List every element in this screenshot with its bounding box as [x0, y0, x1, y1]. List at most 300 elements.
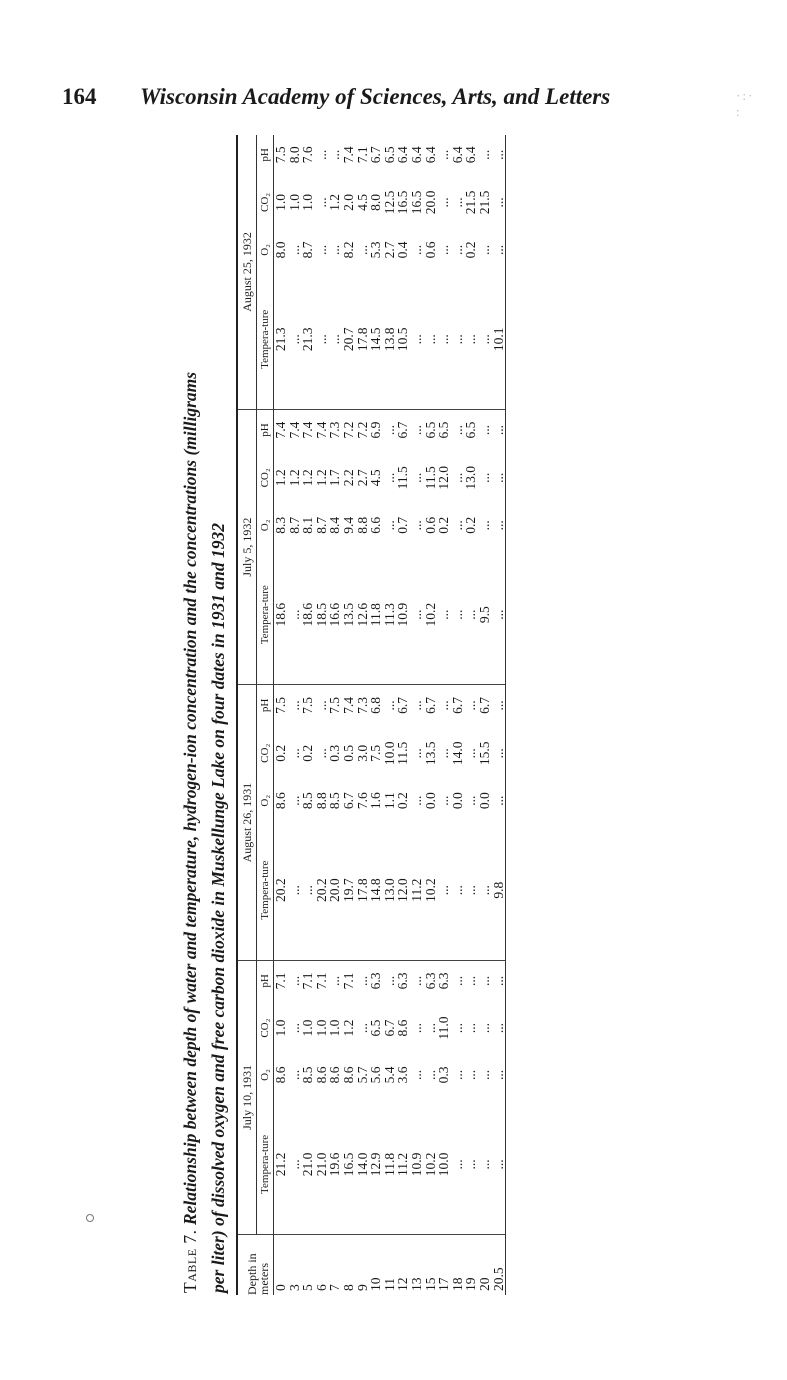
- value-cell: 8.6: [340, 1066, 356, 1084]
- value-cell: 8.4: [327, 516, 343, 534]
- value-cell: 6.7: [368, 146, 384, 164]
- value-cell: 0.4: [395, 241, 411, 259]
- value-cell: 0.2: [395, 792, 411, 810]
- value-cell: 7.4: [340, 697, 356, 714]
- oxygen-header: O₂: [257, 230, 274, 270]
- value-cell: 0.0: [476, 792, 492, 810]
- value-cell: 6.5: [463, 421, 479, 439]
- value-cell: 10.2: [424, 1095, 438, 1235]
- value-cell: 8.7: [313, 516, 329, 534]
- value-cell: 7.2: [354, 421, 370, 439]
- depth-cell: 17: [436, 1277, 452, 1291]
- value-cell: 10.9: [396, 545, 410, 685]
- ph-header: pH: [257, 960, 274, 1001]
- co2-header: CO₂: [257, 726, 274, 781]
- value-cell: ...: [449, 472, 465, 483]
- table-label: Table 7.: [180, 1229, 200, 1293]
- value-cell: 11.2: [410, 821, 424, 961]
- value-cell: 8.6: [395, 1019, 411, 1037]
- value-cell: 6.3: [436, 972, 452, 990]
- value-cell: ...: [492, 781, 506, 821]
- value-cell: ...: [286, 975, 302, 986]
- value-cell: 21.5: [463, 190, 479, 215]
- value-cell: 5.3: [368, 241, 384, 259]
- temperature-header: Tempera-ture: [257, 270, 274, 410]
- value-cell: 8.3: [273, 516, 288, 534]
- value-cell: 6.9: [368, 421, 384, 439]
- value-cell: ...: [492, 506, 506, 546]
- value-cell: 13.5: [422, 741, 438, 766]
- value-cell: ...: [449, 197, 465, 208]
- value-cell: 1.2: [313, 469, 329, 487]
- value-cell: ...: [381, 472, 397, 483]
- depth-cell: 20: [476, 1277, 492, 1291]
- table-row: [315, 135, 329, 1295]
- table-row: [328, 135, 342, 1295]
- depth-cell: 8: [340, 1284, 356, 1291]
- value-cell: ...: [436, 700, 452, 711]
- value-cell: 16.6: [328, 545, 342, 685]
- value-cell: ...: [492, 1095, 506, 1235]
- value-cell: ...: [464, 1095, 478, 1235]
- value-cell: 11.5: [422, 466, 438, 490]
- value-cell: 12.0: [436, 466, 452, 490]
- value-cell: 16.5: [342, 1095, 356, 1235]
- value-cell: 8.6: [273, 792, 288, 810]
- value-cell: 6.4: [408, 146, 424, 164]
- value-cell: 1.0: [273, 1019, 288, 1037]
- value-cell: ...: [436, 197, 452, 208]
- value-cell: 1.0: [327, 1019, 343, 1037]
- temperature-header: Tempera-ture: [257, 545, 274, 685]
- value-cell: 2.7: [381, 241, 397, 259]
- table-row: [451, 135, 465, 1295]
- value-cell: 10.5: [396, 270, 410, 410]
- stray-ink-mark: [86, 1214, 94, 1222]
- value-cell: 7.1: [273, 972, 288, 990]
- value-cell: ...: [288, 1095, 302, 1235]
- value-cell: ...: [449, 975, 465, 986]
- value-cell: ...: [464, 270, 478, 410]
- value-cell: ...: [492, 545, 506, 685]
- value-cell: 21.3: [274, 270, 288, 410]
- value-cell: ...: [288, 821, 302, 961]
- value-cell: 0.2: [300, 744, 316, 762]
- value-cell: 7.5: [368, 744, 384, 762]
- value-cell: 6.5: [368, 1019, 384, 1037]
- depth-cell: 18: [449, 1277, 465, 1291]
- co2-header: CO₂: [257, 450, 274, 505]
- value-cell: 19.7: [342, 821, 356, 961]
- table-row: [464, 135, 478, 1295]
- value-cell: ...: [313, 149, 329, 160]
- value-cell: 3.0: [354, 744, 370, 762]
- value-cell: 10.1: [492, 270, 506, 410]
- value-cell: ...: [451, 821, 465, 961]
- value-cell: 1.0: [300, 1019, 316, 1037]
- value-cell: 14.0: [449, 741, 465, 766]
- value-cell: ...: [327, 244, 343, 255]
- depth-cell: 11: [381, 1278, 397, 1291]
- depth-cell: 12: [395, 1277, 411, 1291]
- value-cell: 0.2: [436, 516, 452, 534]
- value-cell: ...: [422, 1069, 438, 1081]
- value-cell: 6.6: [368, 516, 384, 534]
- value-cell: 11.8: [383, 1095, 397, 1235]
- value-cell: ...: [286, 700, 302, 711]
- value-cell: ...: [492, 135, 506, 175]
- value-cell: 4.5: [354, 193, 370, 211]
- value-cell: 7.4: [286, 421, 302, 439]
- value-cell: 7.2: [340, 421, 356, 439]
- value-cell: ...: [478, 1095, 492, 1235]
- value-cell: 13.0: [463, 466, 479, 490]
- value-cell: 11.8: [369, 545, 383, 685]
- value-cell: ...: [437, 270, 451, 410]
- value-cell: ...: [492, 1055, 506, 1095]
- value-cell: ...: [436, 748, 452, 759]
- value-cell: ...: [464, 821, 478, 961]
- value-cell: ...: [286, 795, 302, 806]
- value-cell: 13.0: [383, 821, 397, 961]
- value-cell: 20.0: [422, 190, 438, 215]
- date-header: July 10, 1931: [237, 960, 257, 1234]
- value-cell: ...: [288, 270, 302, 410]
- value-cell: 20.2: [274, 821, 288, 961]
- value-cell: 17.8: [356, 270, 370, 410]
- value-cell: ...: [313, 700, 329, 711]
- value-cell: 12.9: [369, 1095, 383, 1235]
- value-cell: ...: [410, 545, 424, 685]
- value-cell: 13.5: [342, 545, 356, 685]
- value-cell: 7.1: [354, 146, 370, 164]
- value-cell: 18.5: [315, 545, 329, 685]
- value-cell: ...: [327, 975, 343, 986]
- depth-cell: 19: [463, 1277, 479, 1291]
- value-cell: 7.5: [300, 697, 316, 714]
- table-row: [383, 135, 397, 1295]
- value-cell: 7.3: [354, 697, 370, 714]
- value-cell: 0.6: [422, 241, 438, 259]
- value-cell: 8.8: [354, 516, 370, 534]
- value-cell: 0.3: [327, 744, 343, 762]
- co2-header: CO₂: [257, 175, 274, 230]
- page-number: 164: [62, 84, 97, 109]
- value-cell: ...: [492, 726, 506, 781]
- value-cell: ...: [408, 424, 424, 436]
- value-cell: 10.9: [410, 1095, 424, 1235]
- value-cell: 21.3: [301, 270, 315, 410]
- value-cell: ...: [492, 960, 506, 1001]
- value-cell: ...: [436, 795, 452, 806]
- value-cell: 6.5: [422, 421, 438, 439]
- ph-header: pH: [257, 685, 274, 726]
- value-cell: ...: [476, 149, 492, 160]
- value-cell: ...: [463, 700, 479, 711]
- oxygen-header: O₂: [257, 1055, 274, 1095]
- value-cell: 0.2: [463, 241, 479, 259]
- value-cell: 1.2: [340, 1019, 356, 1037]
- value-cell: ...: [464, 545, 478, 685]
- value-cell: ...: [449, 520, 465, 531]
- value-cell: ...: [408, 700, 424, 711]
- value-cell: 21.0: [301, 1095, 315, 1235]
- running-title: Wisconsin Academy of Sciences, Arts, and Letters: [140, 84, 611, 109]
- depth-header: Depth in meters: [237, 1235, 274, 1296]
- value-cell: 7.4: [273, 421, 288, 439]
- table-row: [396, 135, 410, 1295]
- rotated-table-block: [176, 135, 648, 1295]
- value-cell: 0.0: [449, 792, 465, 810]
- value-cell: 1.0: [300, 193, 316, 211]
- value-cell: 20.0: [328, 821, 342, 961]
- value-cell: ...: [451, 1095, 465, 1235]
- value-cell: ...: [422, 1023, 438, 1034]
- value-cell: ...: [476, 1069, 492, 1081]
- value-cell: 8.6: [327, 1066, 343, 1084]
- value-cell: 21.2: [274, 1095, 288, 1235]
- depth-cell: 13: [408, 1277, 424, 1291]
- table-body: [274, 135, 506, 1295]
- value-cell: 7.4: [313, 421, 329, 439]
- value-cell: 0.3: [436, 1066, 452, 1084]
- value-cell: ...: [408, 975, 424, 986]
- value-cell: 14.8: [369, 821, 383, 961]
- value-cell: ...: [478, 270, 492, 410]
- value-cell: ...: [286, 748, 302, 759]
- value-cell: ...: [424, 270, 438, 410]
- value-cell: ...: [381, 975, 397, 986]
- depth-cell: 7: [327, 1284, 343, 1291]
- value-cell: 1.0: [313, 1019, 329, 1037]
- depth-cell: 3: [286, 1284, 302, 1291]
- value-cell: 1.2: [273, 469, 288, 487]
- value-cell: 4.5: [368, 469, 384, 487]
- value-cell: ...: [286, 1069, 302, 1081]
- value-cell: ...: [313, 748, 329, 759]
- value-cell: 6.7: [449, 697, 465, 714]
- value-cell: 1.0: [273, 193, 288, 211]
- table-row: [356, 135, 370, 1295]
- value-cell: 6.4: [463, 146, 479, 164]
- value-cell: 10.2: [424, 821, 438, 961]
- value-cell: ...: [313, 244, 329, 255]
- table-row: [492, 135, 506, 1295]
- value-cell: ...: [463, 748, 479, 759]
- depth-cell: 0: [273, 1284, 288, 1291]
- data-table: [236, 135, 506, 1295]
- value-cell: ...: [354, 975, 370, 986]
- value-cell: 8.5: [300, 792, 316, 810]
- value-cell: 9.5: [478, 545, 492, 685]
- value-cell: ...: [286, 1023, 302, 1034]
- value-cell: ...: [381, 520, 397, 531]
- value-cell: ...: [492, 685, 506, 726]
- value-cell: 2.7: [354, 469, 370, 487]
- value-cell: ...: [437, 545, 451, 685]
- value-cell: 20.2: [315, 821, 329, 961]
- value-cell: ...: [476, 975, 492, 986]
- value-cell: 6.7: [340, 792, 356, 810]
- value-cell: 1.0: [286, 193, 302, 211]
- value-cell: 12.5: [381, 190, 397, 215]
- value-cell: 0.2: [463, 516, 479, 534]
- depth-cell: 6: [313, 1284, 329, 1291]
- value-cell: 8.5: [327, 792, 343, 810]
- value-cell: ...: [354, 1023, 370, 1034]
- value-cell: 10.0: [381, 741, 397, 766]
- temperature-header: Tempera-ture: [257, 821, 274, 961]
- value-cell: ...: [288, 545, 302, 685]
- value-cell: ...: [354, 244, 370, 255]
- date-header: July 5, 1932: [237, 409, 257, 684]
- value-cell: 8.7: [286, 516, 302, 534]
- value-cell: 5.4: [381, 1066, 397, 1084]
- caption-line-2: per liter) of dissolved oxygen and free carbon dioxide in Muskellunge Lake on four dates in 1931 and 1932: [208, 523, 228, 1293]
- value-cell: ...: [449, 244, 465, 255]
- value-cell: ...: [410, 270, 424, 410]
- value-cell: 20.7: [342, 270, 356, 410]
- value-cell: 15.5: [476, 741, 492, 766]
- value-cell: 6.3: [368, 972, 384, 990]
- value-cell: 14.5: [369, 270, 383, 410]
- value-cell: 8.7: [300, 241, 316, 259]
- value-cell: ...: [476, 1023, 492, 1034]
- table-row: [410, 135, 424, 1295]
- value-cell: 8.2: [340, 241, 356, 259]
- value-cell: ...: [463, 795, 479, 806]
- value-cell: ...: [449, 1023, 465, 1034]
- value-cell: ...: [476, 244, 492, 255]
- value-cell: 3.6: [395, 1066, 411, 1084]
- value-cell: ...: [476, 520, 492, 531]
- table-row: [369, 135, 383, 1295]
- co2-header: CO₂: [257, 1001, 274, 1055]
- value-cell: 5.6: [368, 1066, 384, 1084]
- value-cell: 7.4: [340, 146, 356, 164]
- value-cell: 6.5: [436, 421, 452, 439]
- value-cell: 8.1: [300, 516, 316, 534]
- value-cell: ...: [436, 244, 452, 255]
- value-cell: 2.0: [340, 193, 356, 211]
- value-cell: ...: [463, 975, 479, 986]
- temperature-header: Tempera-ture: [257, 1095, 274, 1235]
- value-cell: ...: [408, 520, 424, 531]
- value-cell: 8.0: [286, 146, 302, 164]
- value-cell: ...: [478, 821, 492, 961]
- value-cell: 6.7: [422, 697, 438, 714]
- table-row: [478, 135, 492, 1295]
- column-header-row: [257, 135, 274, 1295]
- value-cell: 17.8: [356, 821, 370, 961]
- value-cell: 12.6: [356, 545, 370, 685]
- value-cell: ...: [449, 424, 465, 436]
- value-cell: ...: [492, 230, 506, 270]
- value-cell: 14.0: [356, 1095, 370, 1235]
- value-cell: 1.2: [300, 469, 316, 487]
- value-cell: ...: [492, 175, 506, 230]
- value-cell: 19.6: [328, 1095, 342, 1235]
- value-cell: 18.6: [301, 545, 315, 685]
- oxygen-header: O₂: [257, 506, 274, 546]
- value-cell: ...: [313, 197, 329, 208]
- value-cell: 16.5: [395, 190, 411, 215]
- value-cell: 0.6: [422, 516, 438, 534]
- value-cell: ...: [463, 1069, 479, 1081]
- value-cell: ...: [451, 545, 465, 685]
- value-cell: 10.2: [424, 545, 438, 685]
- date-header: August 25, 1932: [237, 135, 257, 409]
- value-cell: ...: [408, 244, 424, 255]
- value-cell: 6.7: [395, 697, 411, 714]
- value-cell: 8.0: [368, 193, 384, 211]
- value-cell: 1.7: [327, 469, 343, 487]
- value-cell: 11.5: [395, 741, 411, 765]
- value-cell: 6.3: [422, 972, 438, 990]
- value-cell: 7.3: [327, 421, 343, 439]
- value-cell: ...: [381, 700, 397, 711]
- page-header: [62, 84, 702, 114]
- ph-header: pH: [257, 409, 274, 450]
- value-cell: 13.8: [383, 270, 397, 410]
- caption-line-1: [176, 135, 204, 1293]
- value-cell: ...: [286, 244, 302, 255]
- value-cell: 21.5: [476, 190, 492, 215]
- value-cell: 1.2: [327, 193, 343, 211]
- value-cell: 7.6: [354, 792, 370, 810]
- value-cell: 11.0: [436, 1016, 452, 1040]
- value-cell: ...: [301, 821, 315, 961]
- value-cell: 7.1: [313, 972, 329, 990]
- value-cell: 16.5: [408, 190, 424, 215]
- value-cell: ...: [492, 409, 506, 450]
- depth-cell: 10: [368, 1277, 384, 1291]
- value-cell: 10.0: [437, 1095, 451, 1235]
- value-cell: 6.4: [449, 146, 465, 164]
- value-cell: 11.2: [396, 1095, 410, 1235]
- value-cell: ...: [408, 1023, 424, 1034]
- value-cell: 9.8: [492, 821, 506, 961]
- value-cell: 7.5: [273, 697, 288, 714]
- value-cell: 8.6: [313, 1066, 329, 1084]
- value-cell: ...: [328, 270, 342, 410]
- value-cell: ...: [436, 149, 452, 160]
- depth-cell: 9: [354, 1284, 370, 1291]
- value-cell: ...: [463, 1023, 479, 1034]
- value-cell: 6.7: [381, 1019, 397, 1037]
- value-cell: 7.1: [340, 972, 356, 990]
- value-cell: ...: [476, 424, 492, 436]
- value-cell: 1.2: [286, 469, 302, 487]
- value-cell: ...: [492, 1001, 506, 1055]
- value-cell: 18.6: [274, 545, 288, 685]
- value-cell: 6.8: [368, 697, 384, 714]
- value-cell: 8.0: [273, 241, 288, 259]
- value-cell: 8.8: [313, 792, 329, 810]
- value-cell: ...: [476, 472, 492, 483]
- value-cell: 21.0: [315, 1095, 329, 1235]
- value-cell: 0.2: [273, 744, 288, 762]
- table-row: [288, 135, 302, 1295]
- margin-smudge: ·:· :: [736, 88, 755, 119]
- value-cell: ...: [408, 472, 424, 483]
- value-cell: ...: [451, 270, 465, 410]
- value-cell: 6.3: [395, 972, 411, 990]
- value-cell: 9.4: [340, 516, 356, 534]
- value-cell: 2.2: [340, 469, 356, 487]
- value-cell: 1.6: [368, 792, 384, 810]
- caption-text-1: Relationship between depth of water and temperature, hydrogen-ion concentration and the concentrations (milligrams: [180, 371, 200, 1226]
